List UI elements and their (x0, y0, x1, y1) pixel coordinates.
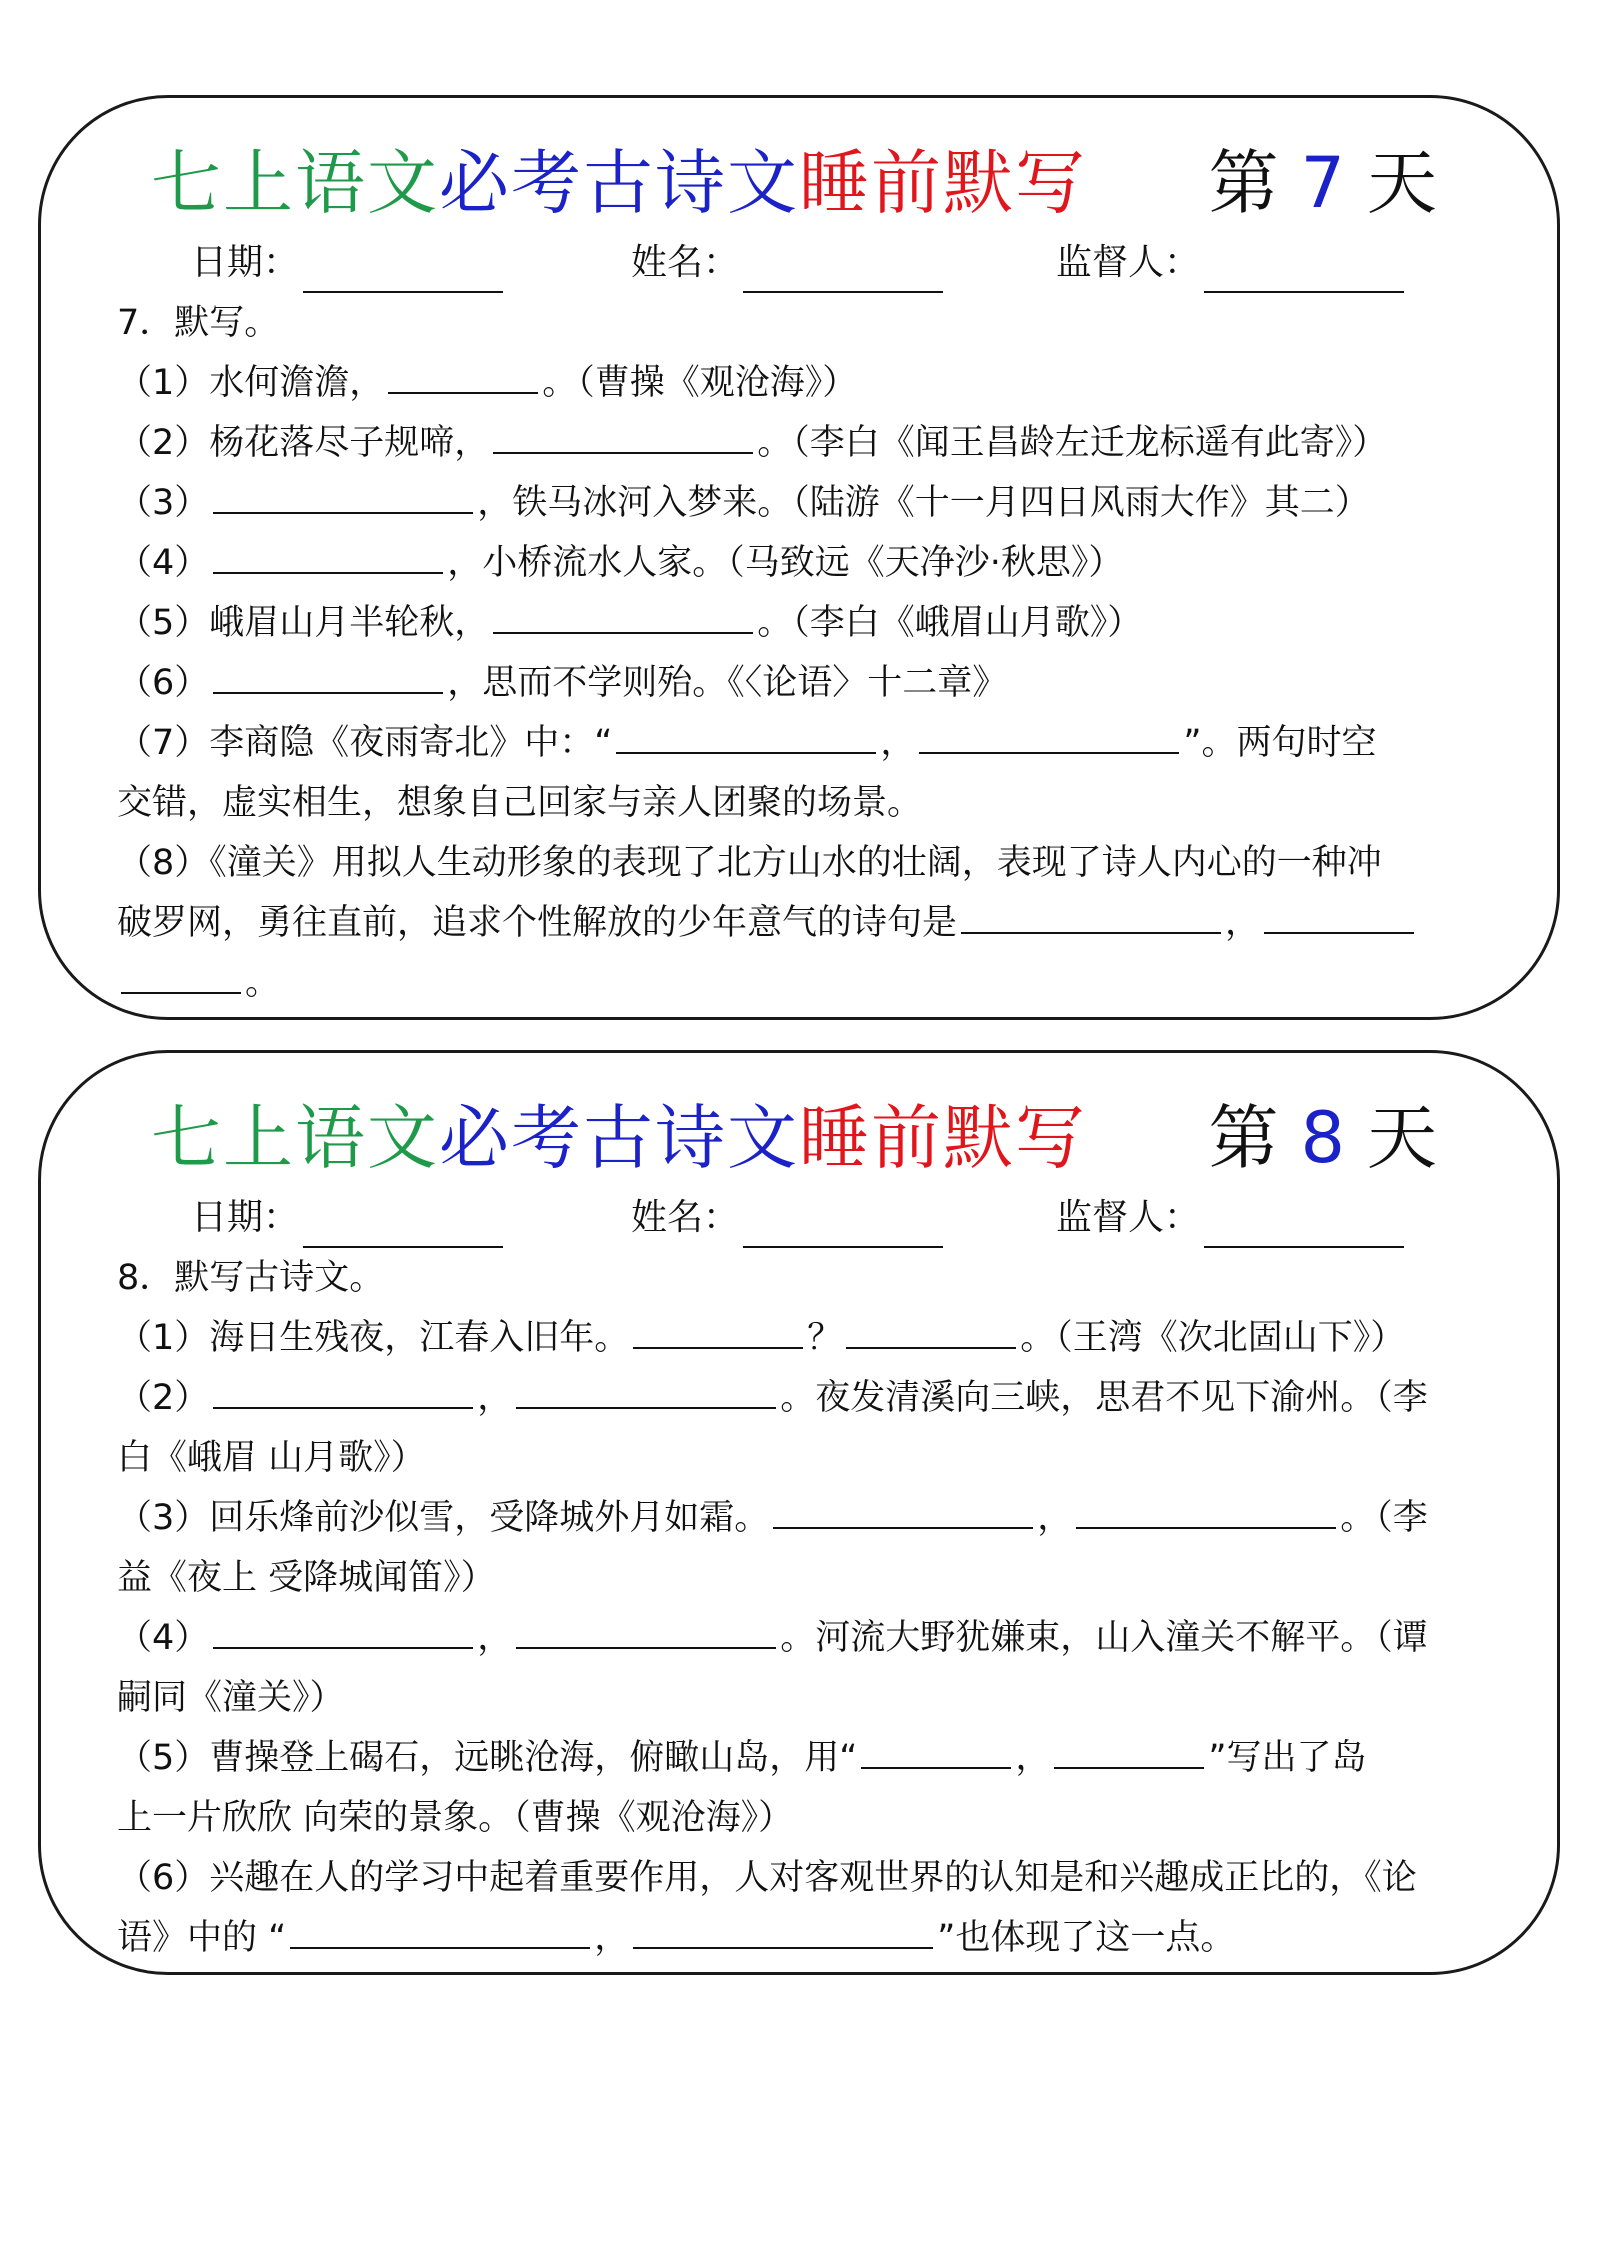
answer-blank[interactable] (290, 1909, 590, 1949)
answer-blank[interactable] (213, 534, 443, 574)
date-blank[interactable] (303, 1202, 503, 1248)
date-blank[interactable] (303, 247, 503, 293)
question-line: （3） ，铁马冰河入梦来。（陆游《十一月四日风雨大作》其二） (117, 473, 1502, 533)
answer-blank[interactable] (213, 1369, 473, 1409)
answer-blank[interactable] (1076, 1489, 1336, 1529)
question-line: 白《峨眉 山月歌》） (117, 1438, 426, 1478)
question-line: （3）回乐烽前沙似雪，受降城外月如霜。 ， 。（李 (117, 1488, 1502, 1548)
answer-blank[interactable] (861, 1729, 1011, 1769)
answer-blank[interactable] (633, 1309, 803, 1349)
question-line: （4） ， 。河流大野犹嫌束，山入潼关不解平。（谭 (117, 1608, 1502, 1668)
name-field[interactable]: 姓名： (631, 233, 943, 293)
card-header (151, 1083, 1437, 1193)
worksheet-card-day-7 (38, 95, 1560, 1020)
question-heading: 7．默写。 (117, 303, 280, 343)
questions (117, 1248, 1502, 1968)
name-blank[interactable] (743, 1202, 943, 1248)
name-blank[interactable] (743, 247, 943, 293)
answer-blank[interactable] (961, 894, 1221, 934)
day-label: 第 7 天 (1208, 142, 1437, 224)
answer-blank[interactable] (846, 1309, 1016, 1349)
question-line: 。 (117, 953, 1502, 1013)
answer-blank[interactable] (919, 714, 1179, 754)
worksheet-title: 七上语文必考古诗文睡前默写 (151, 1097, 1087, 1179)
answer-blank[interactable] (493, 594, 753, 634)
answer-blank[interactable] (773, 1489, 1033, 1529)
question-line: （1）水何澹澹， 。（曹操《观沧海》） (117, 353, 1502, 413)
info-row (191, 1188, 1481, 1248)
card-header (151, 128, 1437, 238)
answer-blank[interactable] (493, 414, 753, 454)
answer-blank[interactable] (516, 1369, 776, 1409)
question-line: （4） ，小桥流水人家。（马致远《天净沙·秋思》） (117, 533, 1502, 593)
questions (117, 293, 1502, 1013)
supervisor-blank[interactable] (1204, 247, 1404, 293)
answer-blank[interactable] (388, 354, 538, 394)
supervisor-blank[interactable] (1204, 1202, 1404, 1248)
question-line: （7）李商隐《夜雨寄北》中：“ ， ”。两句时空 (117, 713, 1502, 773)
worksheet-card-day-8 (38, 1050, 1560, 1975)
worksheet-title: 七上语文必考古诗文睡前默写 (151, 142, 1087, 224)
question-line: 益《夜上 受降城闻笛》） (117, 1558, 496, 1598)
question-line: （6）兴趣在人的学习中起着重要作用，人对客观世界的认知是和兴趣成正比的，《论 (117, 1858, 1417, 1898)
question-line: 上一片欣欣 向荣的景象。（曹操《观沧海》） (117, 1798, 794, 1838)
question-line: （2）杨花落尽子规啼， 。（李白《闻王昌龄左迁龙标遥有此寄》） (117, 413, 1502, 473)
answer-blank[interactable] (516, 1609, 776, 1649)
question-line: （5）峨眉山月半轮秋， 。（李白《峨眉山月歌》） (117, 593, 1502, 653)
supervisor-field[interactable]: 监督人： (1056, 233, 1404, 293)
answer-blank[interactable] (121, 954, 241, 994)
question-line: （5）曹操登上碣石，远眺沧海，俯瞰山岛，用“ ， ”写出了岛 (117, 1728, 1502, 1788)
answer-blank[interactable] (1054, 1729, 1204, 1769)
day-number: 7 (1300, 142, 1345, 224)
question-heading: 8．默写古诗文。 (117, 1258, 385, 1298)
answer-blank[interactable] (213, 654, 443, 694)
day-number: 8 (1300, 1097, 1345, 1179)
date-field[interactable]: 日期： (191, 1188, 503, 1248)
answer-blank[interactable] (213, 474, 473, 514)
question-line: 破罗网，勇往直前，追求个性解放的少年意气的诗句是 ， (117, 893, 1502, 953)
question-line: 交错，虚实相生，想象自己回家与亲人团聚的场景。 (117, 783, 923, 823)
question-line: 语》中的 “ ， ”也体现了这一点。 (117, 1908, 1502, 1968)
date-field[interactable]: 日期： (191, 233, 503, 293)
answer-blank[interactable] (1264, 894, 1414, 934)
question-line: （8）《潼关》用拟人生动形象的表现了北方山水的壮阔，表现了诗人内心的一种冲 (117, 843, 1382, 883)
question-line: （1）海日生残夜，江春入旧年。 ？ 。（王湾《次北固山下》） (117, 1308, 1502, 1368)
name-field[interactable]: 姓名： (631, 1188, 943, 1248)
day-label: 第 8 天 (1208, 1097, 1437, 1179)
answer-blank[interactable] (213, 1609, 473, 1649)
question-line: （6） ，思而不学则殆。《〈论语〉十二章》 (117, 653, 1502, 713)
question-line: （2） ， 。夜发清溪向三峡，思君不见下渝州。（李 (117, 1368, 1502, 1428)
info-row (191, 233, 1481, 293)
supervisor-field[interactable]: 监督人： (1056, 1188, 1404, 1248)
answer-blank[interactable] (633, 1909, 933, 1949)
question-line: 嗣同《潼关》） (117, 1678, 345, 1718)
answer-blank[interactable] (616, 714, 876, 754)
